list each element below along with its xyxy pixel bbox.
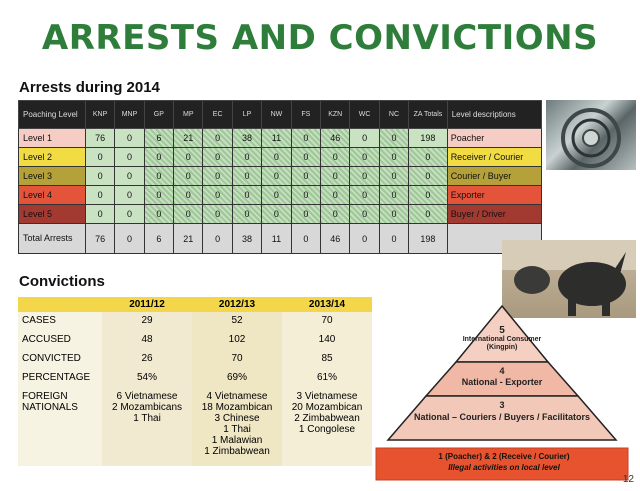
total-value-cell: 0 (115, 224, 144, 254)
nationality-line: 20 Mozambican (291, 402, 363, 413)
value-cell: 21 (174, 129, 203, 148)
value-cell: 0 (409, 205, 448, 224)
row-label: CONVICTED (18, 350, 102, 369)
value-cell: 0 (174, 167, 203, 186)
value-cell: 0 (291, 148, 320, 167)
total-value-cell: 21 (174, 224, 203, 254)
convictions-row (18, 331, 372, 350)
value-cell: 0 (291, 186, 320, 205)
value-cell: 0 (232, 205, 261, 224)
total-value-cell: 0 (203, 224, 232, 254)
nationality-line: 2 Mozambicans (111, 402, 183, 413)
value-cell: 11 (262, 129, 291, 148)
convictions-row (18, 369, 372, 388)
value-cell: 0 (115, 186, 144, 205)
arrests-row (19, 129, 542, 148)
level-cell: Level 5 (19, 205, 86, 224)
value-cell: 0 (291, 205, 320, 224)
value-cell: 0 (115, 167, 144, 186)
total-value-cell: 198 (409, 224, 448, 254)
value-cell: 0 (350, 148, 379, 167)
money-roll-image (546, 100, 636, 170)
value-cell: 0 (321, 167, 350, 186)
column-header: NC (379, 101, 408, 129)
value-cell: 0 (291, 167, 320, 186)
value-cell: 0 (350, 205, 379, 224)
column-header: WC (350, 101, 379, 129)
value-cell: 0 (174, 186, 203, 205)
column-header: Level descriptions (447, 101, 541, 129)
value-cell: 0 (379, 186, 408, 205)
pyramid-level-4-label: National - Exporter (461, 377, 543, 387)
pyramid-base-line2: Illegal activities on local level (448, 463, 560, 472)
value-cell: 26 (102, 350, 192, 369)
value-cell: 0 (350, 167, 379, 186)
value-cell: 0 (409, 148, 448, 167)
value-cell: 0 (379, 148, 408, 167)
nationality-line: 1 Congolese (298, 424, 356, 435)
value-cell: 0 (321, 205, 350, 224)
description-cell: Receiver / Courier (447, 148, 541, 167)
row-label: CASES (18, 312, 102, 331)
column-header: 2011/12 (102, 297, 192, 312)
value-cell: 46 (321, 129, 350, 148)
value-cell: 52 (192, 312, 282, 331)
value-cell: 76 (85, 129, 114, 148)
total-value-cell: 38 (232, 224, 261, 254)
value-cell: 0 (321, 186, 350, 205)
value-cell: 0 (85, 148, 114, 167)
arrests-row (19, 167, 542, 186)
description-cell: Poacher (447, 129, 541, 148)
value-cell: 102 (192, 331, 282, 350)
value-cell: 0 (379, 205, 408, 224)
nationality-line: 2 Zimbabwean (294, 413, 360, 424)
value-cell: 0 (115, 129, 144, 148)
column-header: FS (291, 101, 320, 129)
arrests-total-row (19, 224, 542, 254)
nationality-line: 1 Thai (133, 413, 161, 424)
value-cell: 0 (379, 129, 408, 148)
value-cell: 0 (262, 167, 291, 186)
value-cell: 0 (144, 148, 173, 167)
value-cell: 0 (144, 167, 173, 186)
total-value-cell: 6 (144, 224, 173, 254)
description-cell: Buyer / Driver (447, 205, 541, 224)
pyramid-level-3-number: 3 (499, 400, 505, 410)
money-roll-icon (546, 100, 636, 170)
slide-title: ARRESTS AND CONVICTIONS (41, 18, 599, 58)
row-label: FOREIGN NATIONALS (18, 388, 102, 466)
value-cell: 70 (282, 312, 372, 331)
page-number: 12 (622, 474, 634, 485)
value-cell: 0 (350, 129, 379, 148)
pyramid-level-3-label: National – Couriers / Buyers / Facilitators (413, 412, 591, 422)
value-cell: 29 (102, 312, 192, 331)
column-header: KNP (85, 101, 114, 129)
foreign-nationals-cell (102, 388, 192, 466)
value-cell: 0 (262, 205, 291, 224)
level-cell: Level 1 (19, 129, 86, 148)
convictions-row (18, 350, 372, 369)
column-header: NW (262, 101, 291, 129)
pyramid-base-line1: 1 (Poacher) & 2 (Receive / Courier) (438, 452, 570, 461)
value-cell: 0 (409, 186, 448, 205)
value-cell: 0 (232, 148, 261, 167)
arrests-row (19, 205, 542, 224)
value-cell: 6 (144, 129, 173, 148)
value-cell: 70 (192, 350, 282, 369)
value-cell: 0 (379, 167, 408, 186)
pyramid-level-5-number: 5 (499, 325, 505, 336)
total-value-cell: 0 (350, 224, 379, 254)
nationality-line: 1 Zimbabwean (204, 446, 270, 457)
nationality-line: 1 Malawian (211, 435, 263, 446)
pyramid-level-5-label: International Consumer (Kingpin) (462, 336, 542, 351)
column-header: KZN (321, 101, 350, 129)
value-cell: 0 (203, 167, 232, 186)
total-label-cell: Total Arrests (19, 224, 86, 254)
value-cell: 0 (115, 205, 144, 224)
nationality-line: 3 Vietnamese (296, 391, 358, 402)
value-cell: 0 (203, 205, 232, 224)
column-header: GP (144, 101, 173, 129)
value-cell: 0 (174, 148, 203, 167)
value-cell: 0 (262, 186, 291, 205)
arrests-row (19, 186, 542, 205)
total-value-cell: 76 (85, 224, 114, 254)
arrests-header-row (19, 101, 542, 129)
description-cell: Courier / Buyer (447, 167, 541, 186)
nationality-line: 18 Mozambican (201, 402, 273, 413)
value-cell: 54% (102, 369, 192, 388)
column-header: LP (232, 101, 261, 129)
pyramid-level-4-number: 4 (499, 366, 505, 376)
value-cell: 0 (174, 205, 203, 224)
convictions-heading: Convictions (19, 273, 105, 290)
value-cell: 140 (282, 331, 372, 350)
value-cell: 0 (262, 148, 291, 167)
value-cell: 0 (203, 148, 232, 167)
arrests-heading: Arrests during 2014 (19, 79, 160, 96)
column-header: 2012/13 (192, 297, 282, 312)
foreign-nationals-cell (282, 388, 372, 466)
nationality-line: 3 Chinese (214, 413, 260, 424)
column-header: MNP (115, 101, 144, 129)
value-cell: 0 (203, 129, 232, 148)
nationality-line: 4 Vietnamese (206, 391, 268, 402)
value-cell: 0 (144, 205, 173, 224)
value-cell: 0 (85, 186, 114, 205)
column-header: Poaching Level (19, 101, 86, 129)
total-value-cell: 46 (321, 224, 350, 254)
value-cell: 61% (282, 369, 372, 388)
value-cell: 0 (144, 186, 173, 205)
arrests-row (19, 148, 542, 167)
level-cell: Level 4 (19, 186, 86, 205)
value-cell: 48 (102, 331, 192, 350)
foreign-nationals-row (18, 388, 372, 466)
value-cell: 0 (85, 205, 114, 224)
value-cell: 0 (321, 148, 350, 167)
arrests-table (18, 100, 542, 254)
column-header: MP (174, 101, 203, 129)
value-cell: 0 (232, 167, 261, 186)
level-cell: Level 2 (19, 148, 86, 167)
total-value-cell: 0 (291, 224, 320, 254)
value-cell: 85 (282, 350, 372, 369)
value-cell: 0 (291, 129, 320, 148)
level-cell: Level 3 (19, 167, 86, 186)
foreign-nationals-cell (192, 388, 282, 466)
value-cell: 0 (232, 186, 261, 205)
value-cell: 38 (232, 129, 261, 148)
row-label: PERCENTAGE (18, 369, 102, 388)
description-cell: Exporter (447, 186, 541, 205)
column-header (18, 297, 102, 312)
value-cell: 69% (192, 369, 282, 388)
row-label: ACCUSED (18, 331, 102, 350)
value-cell: 0 (409, 167, 448, 186)
convictions-table (18, 297, 372, 466)
value-cell: 0 (203, 186, 232, 205)
nationality-line: 6 Vietnamese (116, 391, 178, 402)
convictions-row (18, 312, 372, 331)
total-value-cell: 11 (262, 224, 291, 254)
value-cell: 0 (115, 148, 144, 167)
column-header: 2013/14 (282, 297, 372, 312)
column-header: EC (203, 101, 232, 129)
value-cell: 0 (85, 167, 114, 186)
nationality-line: 1 Thai (223, 424, 251, 435)
value-cell: 0 (350, 186, 379, 205)
column-header: ZA Totals (409, 101, 448, 129)
total-value-cell: 0 (379, 224, 408, 254)
value-cell: 198 (409, 129, 448, 148)
convictions-header-row (18, 297, 372, 312)
